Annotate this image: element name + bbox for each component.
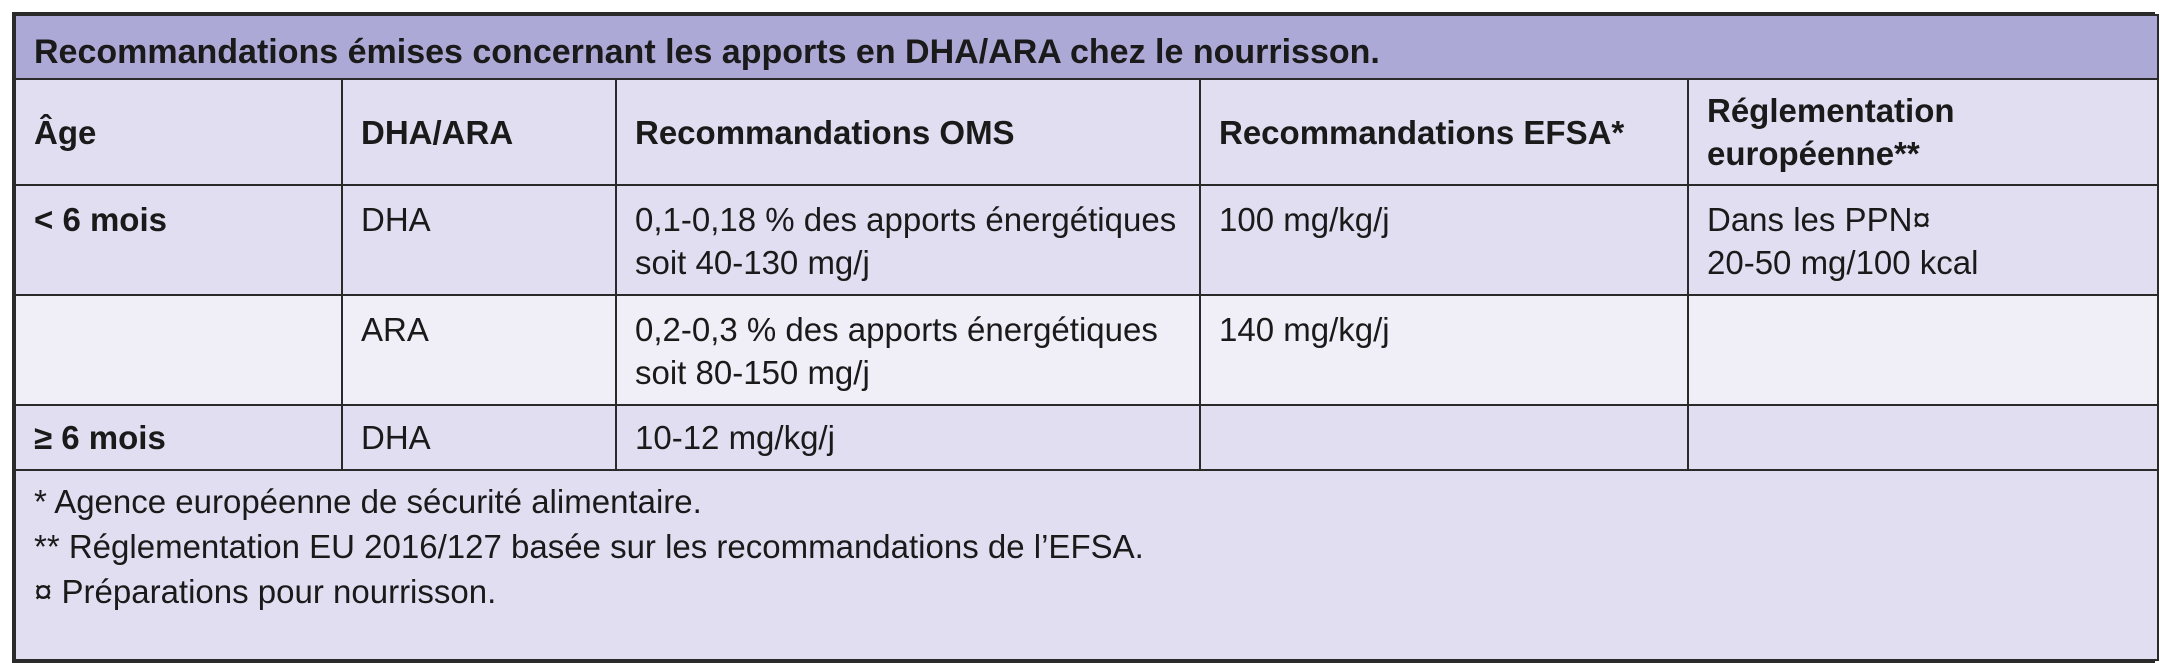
footnote: ¤ Préparations pour nourrisson. <box>34 573 497 610</box>
cell-eu <box>1688 185 2158 295</box>
cell-eu <box>1688 405 2158 470</box>
cell-oms: 10-12 mg/kg/j <box>616 405 1200 470</box>
footnotes <box>15 470 2158 660</box>
header-efsa: Recommandations EFSA* <box>1200 79 1688 185</box>
cell-eu <box>1688 295 2158 405</box>
cell-age <box>15 295 342 405</box>
header-eu: Réglementation européenne** <box>1688 79 2158 185</box>
table-header-row <box>15 79 2158 185</box>
cell-nutrient: DHA <box>342 405 616 470</box>
table-title-row <box>15 15 2158 79</box>
footnote: * Agence européenne de sécurité alimentaire. <box>34 483 702 520</box>
header-dha-ara: DHA/ARA <box>342 79 616 185</box>
cell-nutrient: ARA <box>342 295 616 405</box>
recommendations-table <box>14 14 2159 661</box>
cell-age: ≥ 6 mois <box>15 405 342 470</box>
cell-eu-line: Dans les PPN¤ <box>1707 201 1931 238</box>
cell-efsa: 140 mg/kg/j <box>1200 295 1688 405</box>
cell-oms: 0,2-0,3 % des apports énergétiques soit 80-150 mg/j <box>616 295 1200 405</box>
cell-efsa: 100 mg/kg/j <box>1200 185 1688 295</box>
table-title: Recommandations émises concernant les apports en DHA/ARA chez le nourrisson. <box>15 15 2158 79</box>
cell-oms: 0,1-0,18 % des apports énergétiques soit 40-130 mg/j <box>616 185 1200 295</box>
cell-efsa <box>1200 405 1688 470</box>
header-oms: Recommandations OMS <box>616 79 1200 185</box>
header-age: Âge <box>15 79 342 185</box>
table-row <box>15 405 2158 470</box>
table-row <box>15 295 2158 405</box>
recommendations-table-container <box>12 12 2155 663</box>
table-row <box>15 185 2158 295</box>
notes-row <box>15 470 2158 660</box>
footnote: ** Réglementation EU 2016/127 basée sur les recommandations de l’EFSA. <box>34 528 1144 565</box>
cell-age: < 6 mois <box>15 185 342 295</box>
cell-nutrient: DHA <box>342 185 616 295</box>
cell-eu-line: 20-50 mg/100 kcal <box>1707 244 1979 281</box>
